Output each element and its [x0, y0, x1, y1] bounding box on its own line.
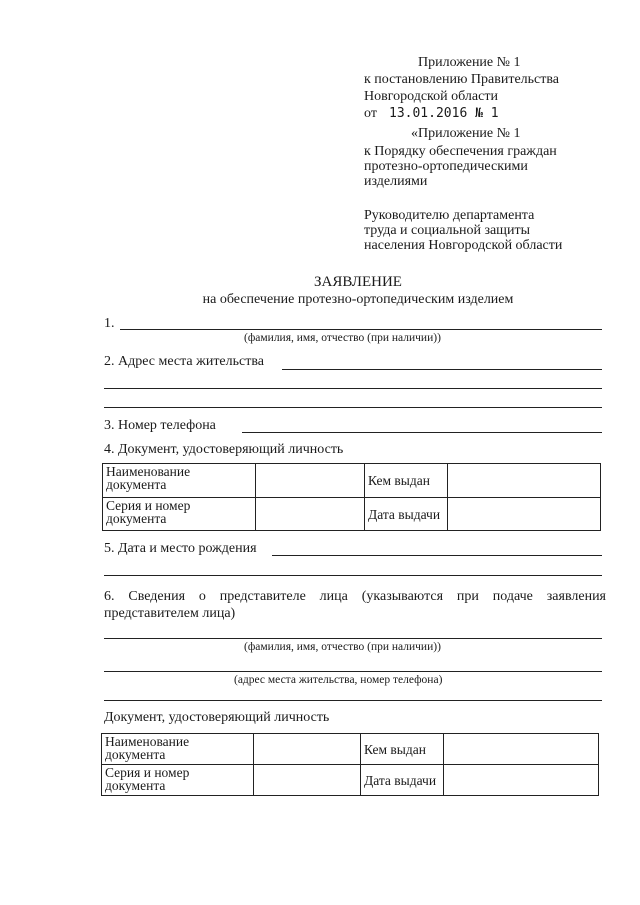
appendix-title: Приложение № 1: [418, 55, 521, 70]
doc-series-input[interactable]: [256, 498, 365, 531]
date-value: 13.01.2016 № 1: [389, 106, 499, 121]
issued-by-label: Кем выдан: [365, 464, 448, 498]
representative-doc-table: [101, 733, 599, 796]
rep-issue-date-input[interactable]: [444, 765, 599, 796]
address-input-line-3[interactable]: [104, 407, 602, 408]
representative-extra-input-line[interactable]: [104, 700, 602, 701]
doc-name-input[interactable]: [256, 464, 365, 498]
order-line-3: изделиями: [364, 174, 428, 189]
phone-label: 3. Номер телефона: [104, 418, 216, 433]
issue-date-input[interactable]: [448, 498, 601, 531]
representative-name-hint: (фамилия, имя, отчество (при наличии)): [244, 641, 441, 653]
representative-address-input-line[interactable]: [104, 671, 602, 672]
rep-issued-by-input[interactable]: [444, 734, 599, 765]
birth-input-line-2[interactable]: [104, 575, 602, 576]
rep-doc-series-input[interactable]: [254, 765, 361, 796]
representative-address-hint: (адрес места жительства, номер телефона): [234, 674, 443, 686]
birth-input-line-1[interactable]: [272, 555, 602, 556]
address-label: 2. Адрес места жительства: [104, 354, 264, 369]
id-document-label: 4. Документ, удостоверяющий личность: [104, 442, 344, 457]
phone-input-line[interactable]: [242, 432, 602, 433]
full-name-hint: (фамилия, имя, отчество (при наличии)): [244, 332, 441, 344]
order-line-2: протезно-ортопедическими: [364, 159, 528, 174]
order-line-1: к Порядку обеспечения граждан: [364, 144, 557, 159]
id-document-table: [102, 463, 601, 531]
doc-name-label: Наименование документа: [103, 464, 256, 498]
document-title: ЗАЯВЛЕНИЕ: [314, 274, 402, 290]
representative-name-input-line[interactable]: [104, 638, 602, 639]
rep-doc-name-label: Наименование документа: [102, 734, 254, 765]
appendix2-title: «Приложение № 1: [411, 126, 521, 141]
address-input-line-2[interactable]: [104, 388, 602, 389]
region-line: Новгородской области: [364, 89, 498, 104]
document-subtitle: на обеспечение протезно-ортопедическим изделием: [202, 292, 514, 307]
issue-date-label: Дата выдачи: [365, 498, 448, 531]
birth-label: 5. Дата и место рождения: [104, 541, 257, 556]
address-input-line-1[interactable]: [282, 369, 602, 370]
representative-label-line-1: 6. Сведения о представителе лица (указываются при подаче заявления: [104, 589, 606, 604]
field1-number: 1.: [104, 316, 115, 331]
full-name-input-line[interactable]: [120, 329, 602, 330]
issued-by-input[interactable]: [448, 464, 601, 498]
representative-label-line-2: представителем лица): [104, 606, 236, 621]
resolution-line: к постановлению Правительства: [364, 72, 560, 87]
date-prefix: от: [364, 106, 377, 121]
rep-issued-by-label: Кем выдан: [361, 734, 444, 765]
addressee-line-1: Руководителю департамента: [364, 208, 535, 223]
rep-issue-date-label: Дата выдачи: [361, 765, 444, 796]
rep-doc-name-input[interactable]: [254, 734, 361, 765]
rep-doc-series-label: Серия и номер документа: [102, 765, 254, 796]
doc-series-label: Серия и номер документа: [103, 498, 256, 531]
addressee-line-3: населения Новгородской области: [364, 238, 563, 253]
addressee-line-2: труда и социальной защиты: [364, 223, 530, 238]
representative-doc-label: Документ, удостоверяющий личность: [104, 710, 330, 725]
